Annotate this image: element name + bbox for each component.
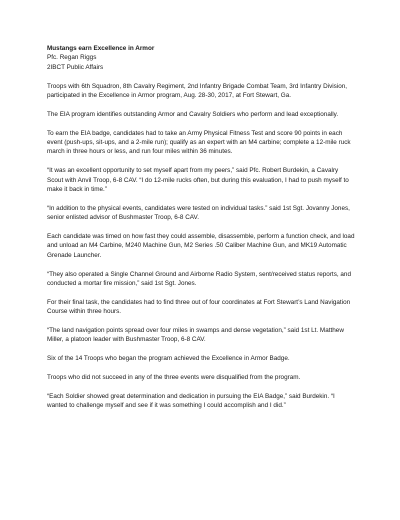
article-body xyxy=(47,82,356,411)
article-header xyxy=(47,44,356,72)
paragraph: Six of the 14 Troops who began the program achieved the Excellence in Armor Badge. xyxy=(47,355,290,363)
article-headline: Mustangs earn Excellence in Armor xyxy=(47,45,155,52)
byline-unit: 2IBCT Public Affairs xyxy=(47,63,104,71)
paragraph: For their final task, the candidates had to find three out of four coordinates at Fort Stewart’s Land Navigation Course within three hours. xyxy=(47,298,351,316)
paragraph: To earn the EIA badge, candidates had to take an Army Physical Fitness Test and score 90 points in each event (push-ups, sit-ups, and a 2-mile run); qualify as an expert with an M4 carbine; complete a 12-mile ruck march in three hours or less, and run four miles within 36 minutes. xyxy=(47,129,351,156)
paragraph: Troops with 6th Squadron, 8th Cavalry Regiment, 2nd Infantry Brigade Combat Team, 3rd Infantry Division, participated in the Excellence in Armor program, Aug. 28-30, 2017, at Fort Stewart, Ga. xyxy=(47,82,348,100)
byline-author: Pfc. Regan Riggs xyxy=(47,54,97,62)
paragraph: “The land navigation points spread over four miles in swamps and dense vegetation,” said 1st Lt. Matthew Miller, a platoon leader with Bushmaster Troop, 6-8 CAV. xyxy=(47,327,344,344)
paragraph: Troops who did not succeed in any of the three events were disqualified from the program. xyxy=(47,374,301,382)
paragraph: “It was an excellent opportunity to set myself apart from my peers,” said Pfc. Robert Burdekin, a Cavalry Scout with Anvil Troop, 6-8 CAV. “I do 12-mile rucks often, but during this evaluation, I had to push myself to make it back in time.” xyxy=(47,167,349,194)
paragraph: The EIA program identifies outstanding Armor and Cavalry Soldiers who perform and lead exceptionally. xyxy=(47,110,339,118)
paragraph: “In addition to the physical events, candidates were tested on individual tasks.” said 1st Sgt. Jovanny Jones, senior enlisted advisor of Bushmaster Troop, 6-8 CAV. xyxy=(47,204,350,222)
paragraph: “Each Soldier showed great determination and dedication in pursuing the EIA Badge,” said Burdekin. “I wanted to challenge myself and see if it was something I could accomplish and I did.” xyxy=(47,392,335,410)
paragraph: “They also operated a Single Channel Ground and Airborne Radio System, sent/received status reports, and conducted a mortar fire mission,” said 1st Sgt. Jones. xyxy=(47,270,351,288)
paragraph: Each candidate was timed on how fast they could assemble, disassemble, perform a function check, and load and unload an M4 Carbine, M240 Machine Gun, M2 Series .50 Caliber Machine Gun, and MK19 Automatic Grenade Launcher. xyxy=(47,233,355,259)
